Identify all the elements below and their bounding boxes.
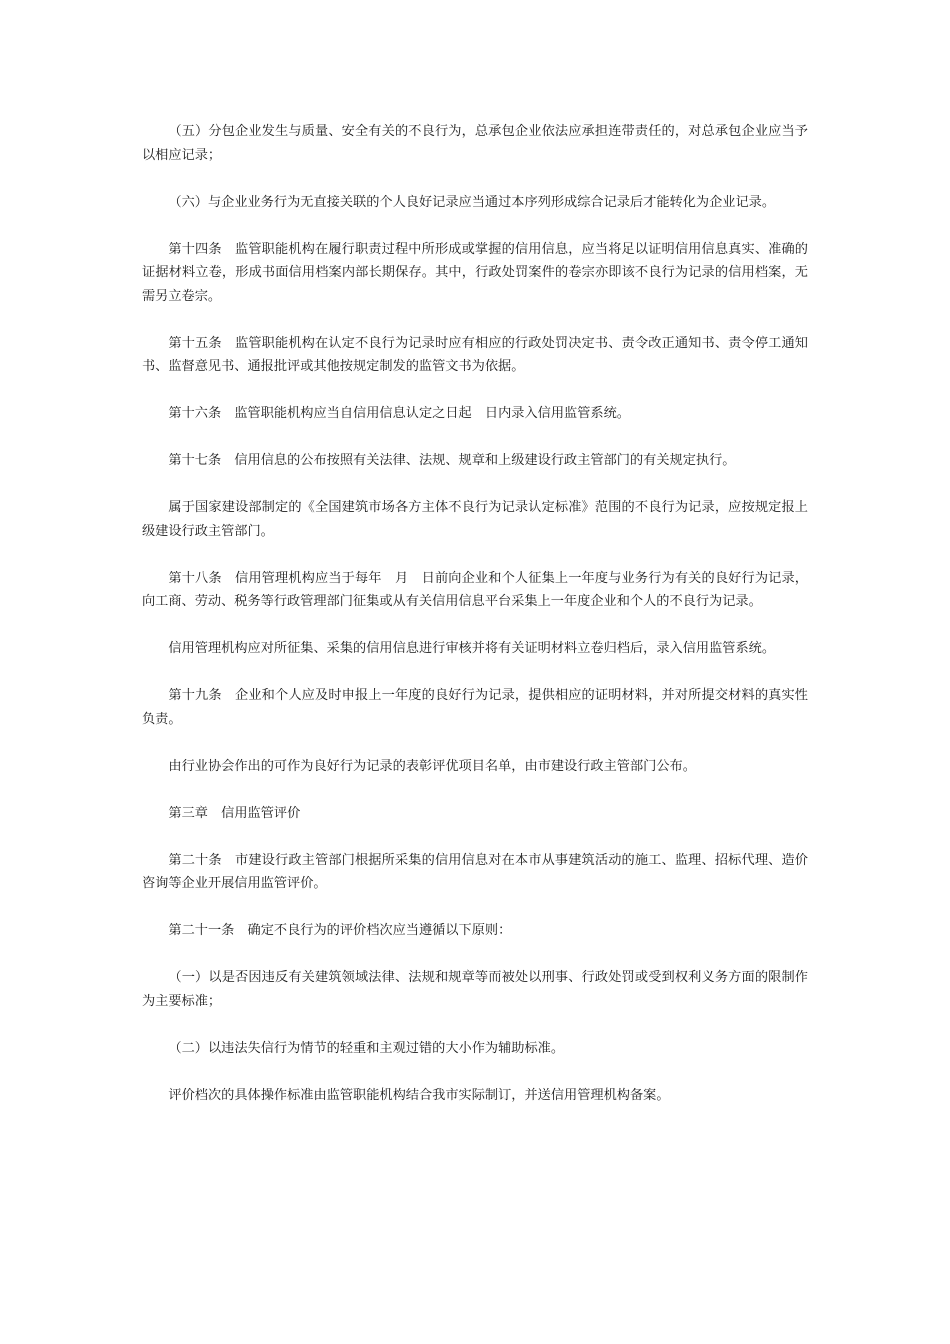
paragraph: （一）以是否因违反有关建筑领域法律、法规和规章等而被处以刑事、行政处罚或受到权利义务方面的限制作为主要标准； — [142, 970, 808, 1009]
article-14-paragraph: 第十四条 监管职能机构在履行职责过程中所形成或掌握的信用信息，应当将足以证明信用信息真实、准确的证据材料立卷，形成书面信用档案内部长期保存。其中，行政处罚案件的卷宗亦即该不良行为记录的信用档案，无需另立卷宗。 — [142, 241, 808, 304]
chapter-heading: 第三章 信用监管评价 — [168, 805, 301, 821]
article-15-paragraph: 第十五条 监管职能机构在认定不良行为记录时应有相应的行政处罚决定书、责令改正通知书、责令停工通知书、监督意见书、通报批评或其他按规定制发的监管文书为依据。 — [142, 335, 808, 374]
article-18-paragraph: 第十八条 信用管理机构应当于每年 月 日前向企业和个人征集上一年度与业务行为有关的良好行为记录，向工商、劳动、税务等行政管理部门征集或从有关信用信息平台采集上一年度企业和个人的不良行为记录。 — [142, 570, 808, 609]
article-16-paragraph: 第十六条 监管职能机构应当自信用信息认定之日起 日内录入信用监管系统。 — [168, 406, 630, 421]
article-20-paragraph: 第二十条 市建设行政主管部门根据所采集的信用信息对在本市从事建筑活动的施工、监理、招标代理、造价咨询等企业开展信用监管评价。 — [142, 852, 808, 891]
article-21-paragraph: 第二十一条 确定不良行为的评价档次应当遵循以下原则： — [168, 923, 512, 938]
paragraph: （六）与企业业务行为无直接关联的个人良好记录应当通过本序列形成综合记录后才能转化为企业记录。 — [168, 194, 776, 210]
paragraph: （二）以违法失信行为情节的轻重和主观过错的大小作为辅助标准。 — [168, 1040, 565, 1056]
article-19-paragraph: 第十九条 企业和个人应及时申报上一年度的良好行为记录，提供相应的证明材料，并对所提交材料的真实性负责。 — [142, 688, 808, 727]
article-17-paragraph: 第十七条 信用信息的公布按照有关法律、法规、规章和上级建设行政主管部门的有关规定执行。 — [168, 453, 736, 468]
document-body — [142, 120, 808, 1131]
paragraph: 评价档次的具体操作标准由监管职能机构结合我市实际制订，并送信用管理机构备案。 — [168, 1087, 670, 1103]
paragraph: 属于国家建设部制定的《全国建筑市场各方主体不良行为记录认定标准》范围的不良行为记录，应按规定报上级建设行政主管部门。 — [142, 500, 808, 539]
paragraph: 由行业协会作出的可作为良好行为记录的表彰评优项目名单，由市建设行政主管部门公布。 — [168, 758, 696, 774]
paragraph: （五）分包企业发生与质量、安全有关的不良行为，总承包企业依法应承担连带责任的，对总承包企业应当予以相应记录； — [142, 124, 808, 163]
paragraph: 信用管理机构应对所征集、采集的信用信息进行审核并将有关证明材料立卷归档后，录入信用监管系统。 — [168, 641, 776, 656]
